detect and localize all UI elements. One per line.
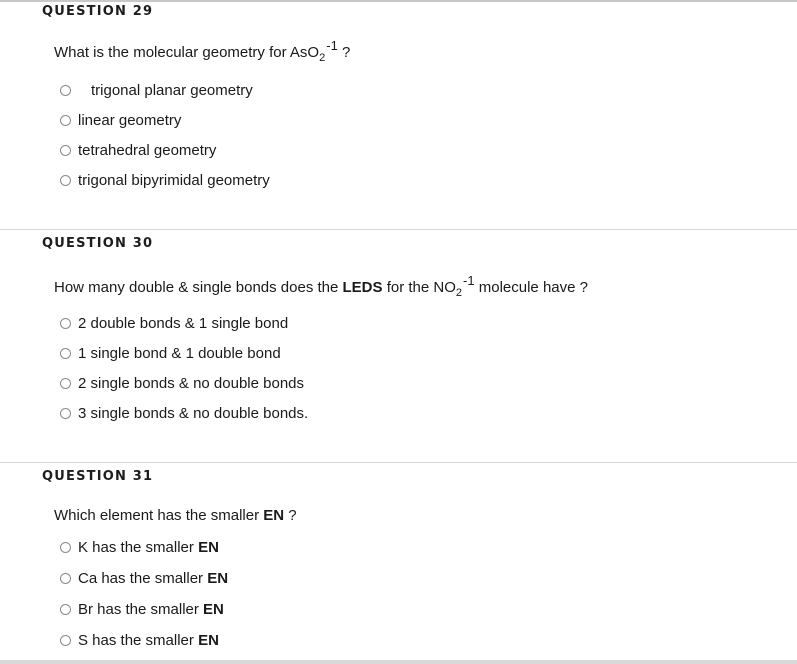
option-bold: EN — [207, 569, 229, 587]
radio-button[interactable] — [60, 635, 71, 646]
option-bold: EN — [203, 600, 224, 618]
radio-button[interactable] — [60, 85, 71, 96]
question-29-heading: QUESTION 29 — [42, 4, 154, 19]
prompt-bold: LEDS — [342, 279, 383, 296]
q29-option-3[interactable] — [60, 140, 216, 160]
section-divider — [0, 462, 797, 463]
option-label: trigonal planar geometry — [91, 81, 253, 99]
option-text: Br has the smaller — [78, 600, 204, 618]
question-29-prompt — [54, 38, 351, 64]
option-label: trigonal bipyrimidal geometry — [78, 171, 270, 189]
option-label: 3 single bonds & no double bonds. — [78, 404, 309, 422]
prompt-subscript: 2 — [319, 52, 326, 64]
q30-option-4[interactable] — [60, 403, 308, 423]
prompt-text-mid: for the NO — [382, 279, 456, 296]
radio-button[interactable] — [60, 175, 71, 186]
option-label: 2 double bonds & 1 single bond — [78, 314, 289, 332]
radio-button[interactable] — [60, 318, 71, 329]
prompt-text: How many double & single bonds does the — [54, 279, 343, 296]
q29-option-4[interactable] — [60, 170, 270, 190]
bottom-divider — [0, 660, 797, 664]
prompt-superscript: -1 — [326, 38, 338, 53]
radio-button[interactable] — [60, 115, 71, 126]
radio-button[interactable] — [60, 604, 71, 615]
question-30-prompt — [54, 273, 588, 299]
option-text: K has the smaller — [78, 538, 199, 556]
q29-option-2[interactable] — [60, 110, 181, 130]
option-bold: EN — [198, 538, 219, 556]
option-label: 1 single bond & 1 double bond — [78, 344, 281, 362]
prompt-bold: EN — [263, 507, 285, 524]
prompt-text-end: ? — [337, 44, 351, 61]
radio-button[interactable] — [60, 542, 71, 553]
top-divider — [0, 0, 797, 2]
option-text: Ca has the smaller — [78, 569, 208, 587]
option-label: tetrahedral geometry — [78, 141, 217, 159]
prompt-text: Which element has the smaller — [54, 507, 264, 524]
q29-option-1[interactable] — [60, 80, 253, 100]
q30-option-2[interactable] — [60, 343, 281, 363]
q31-option-4[interactable] — [60, 630, 219, 650]
question-30-heading: QUESTION 30 — [42, 236, 154, 251]
q30-option-3[interactable] — [60, 373, 304, 393]
prompt-text: What is the molecular geometry for AsO — [54, 44, 320, 61]
radio-button[interactable] — [60, 408, 71, 419]
option-label — [78, 632, 219, 649]
option-label — [78, 570, 228, 587]
q31-option-1[interactable] — [60, 537, 219, 557]
option-text: S has the smaller — [78, 631, 199, 649]
question-31-heading: QUESTION 31 — [42, 469, 154, 484]
radio-button[interactable] — [60, 573, 71, 584]
prompt-text-end: ? — [284, 507, 297, 524]
option-label — [78, 539, 219, 556]
option-label: linear geometry — [78, 111, 182, 129]
radio-button[interactable] — [60, 145, 71, 156]
radio-button[interactable] — [60, 378, 71, 389]
section-divider — [0, 229, 797, 230]
question-31-prompt — [54, 507, 297, 524]
q31-option-2[interactable] — [60, 568, 228, 588]
prompt-superscript: -1 — [463, 273, 475, 288]
q30-option-1[interactable] — [60, 313, 288, 333]
option-label — [78, 601, 224, 618]
option-label: 2 single bonds & no double bonds — [78, 374, 305, 392]
prompt-subscript: 2 — [455, 287, 463, 299]
q31-option-3[interactable] — [60, 599, 224, 619]
prompt-text-end: molecule have ? — [474, 279, 588, 296]
radio-button[interactable] — [60, 348, 71, 359]
option-bold: EN — [198, 631, 219, 649]
